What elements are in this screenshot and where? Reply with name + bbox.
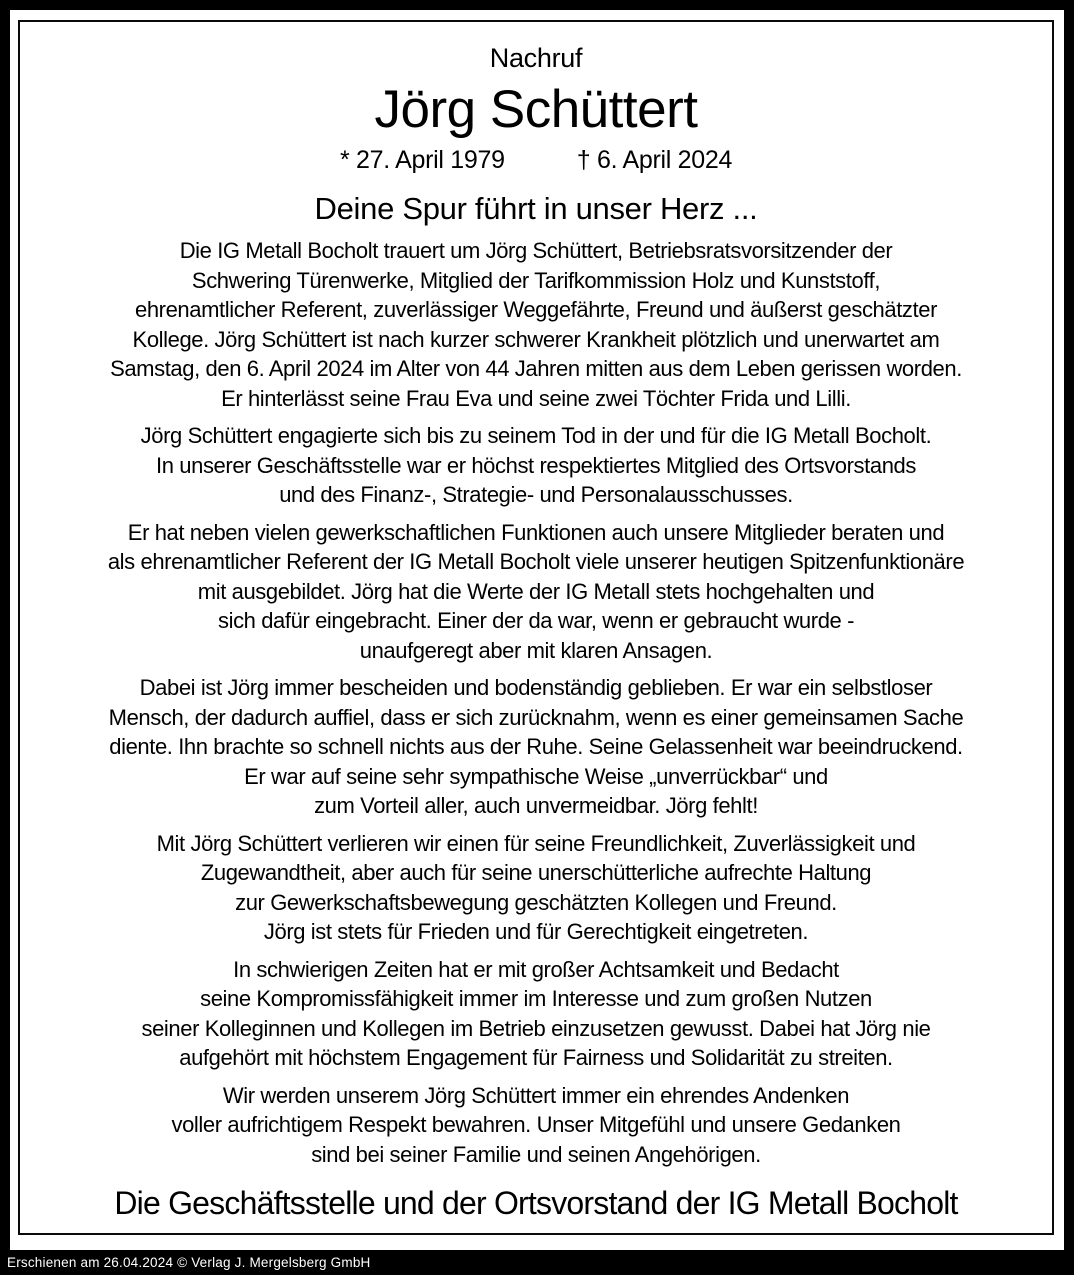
paragraph-line: Kollege. Jörg Schüttert ist nach kurzer schwerer Krankheit plötzlich und unerwartet am <box>132 326 940 352</box>
paragraph <box>20 1081 1052 1170</box>
paragraph-line: und des Finanz-, Strategie- und Personalausschusses. <box>279 482 793 507</box>
life-dates <box>20 146 1052 174</box>
paragraph-line: Schwering Türenwerke, Mitglied der Tarifkommission Holz und Kunststoff, <box>191 267 881 293</box>
paragraph <box>20 673 1052 821</box>
paragraph-line: Er hinterlässt seine Frau Eva und seine zwei Töchter Frida und Lilli. <box>221 385 851 411</box>
paragraph-line: In schwierigen Zeiten hat er mit großer Achtsamkeit und Bedacht <box>233 956 839 982</box>
paragraph-line: seiner Kolleginnen und Kollegen im Betrieb einzusetzen gewusst. Dabei hat Jörg nie <box>141 1015 931 1041</box>
motto-line: Deine Spur führt in unser Herz ... <box>314 191 758 226</box>
paragraph-line: Dabei ist Jörg immer bescheiden und bodenständig geblieben. Er war ein selbstloser <box>139 675 933 700</box>
paragraph-line: unaufgeregt aber mit klaren Ansagen. <box>359 637 713 663</box>
paragraph-line: als ehrenamtlicher Referent der IG Metall Bocholt viele unserer heutigen Spitzenfunktionäre <box>107 549 965 574</box>
paragraph-line: Wir werden unserem Jörg Schüttert immer ein ehrendes Andenken <box>222 1082 850 1108</box>
publication-footer-bar <box>0 1250 1074 1275</box>
publication-info: Erschienen am 26.04.2024 © Verlag J. Mergelsberg GmbH <box>7 1255 371 1270</box>
paragraph-line: Er war auf seine sehr sympathische Weise „unverrückbar“ und <box>244 763 828 789</box>
paragraph-line: Jörg Schüttert engagierte sich bis zu seinem Tod in der und für die IG Metall Bocholt. <box>140 423 932 448</box>
deceased-name: Jörg Schüttert <box>374 80 698 139</box>
paragraph <box>20 421 1052 510</box>
notice-type-label: Nachruf <box>489 43 583 73</box>
paragraph <box>20 955 1052 1073</box>
paragraph-line: Samstag, den 6. April 2024 im Alter von 44 Jahren mitten aus dem Leben gerissen worden. <box>110 356 962 381</box>
paragraph-line: Die IG Metall Bocholt trauert um Jörg Schüttert, Betriebsratsvorsitzender der <box>179 238 893 263</box>
birth-date: * 27. April 1979 <box>339 146 505 174</box>
paragraph-line: Zugewandtheit, aber auch für seine unerschütterliche aufrechte Haltung <box>200 860 872 885</box>
paragraph-line: seine Kompromissfähigkeit immer im Interesse und zum großen Nutzen <box>200 986 872 1011</box>
paragraph-line: voller aufrichtigem Respekt bewahren. Unser Mitgefühl und unsere Gedanken <box>171 1112 901 1137</box>
paragraph-line: sich dafür eingebracht. Einer der da war, wenn er gebraucht wurde - <box>217 608 854 633</box>
obituary-page <box>10 10 1064 1250</box>
death-date: † 6. April 2024 <box>576 146 733 174</box>
paragraph-line: Mensch, der dadurch auffiel, dass er sich zurücknahm, wenn es einer gemeinsamen Sache <box>108 704 964 730</box>
paragraph-line: Er hat neben vielen gewerkschaftlichen Funktionen auch unsere Mitglieder beraten und <box>127 519 945 545</box>
paragraph-line: sind bei seiner Familie und seinen Angehörigen. <box>311 1141 761 1167</box>
paragraphs-container <box>20 236 1052 1169</box>
paragraph-line: zur Gewerkschaftsbewegung geschätzten Kollegen und Freund. <box>235 889 837 915</box>
paragraph <box>20 236 1052 413</box>
paragraph-line: aufgehört mit höchstem Engagement für Fairness und Solidarität zu streiten. <box>179 1045 893 1070</box>
paragraph-line: Jörg ist stets für Frieden und für Gerechtigkeit eingetreten. <box>263 919 809 944</box>
paragraph <box>20 829 1052 947</box>
page-border-frame <box>18 20 1054 1235</box>
paragraph <box>20 518 1052 666</box>
paragraph-line: zum Vorteil aller, auch unvermeidbar. Jörg fehlt! <box>314 793 758 818</box>
paragraph-line: Mit Jörg Schüttert verlieren wir einen für seine Freundlichkeit, Zuverlässigkeit und <box>156 830 916 856</box>
paragraph-line: diente. Ihn brachte so schnell nichts aus der Ruhe. Seine Gelassenheit war beeindruckend. <box>109 734 963 759</box>
paragraph-line: In unserer Geschäftsstelle war er höchst respektiertes Mitglied des Ortsvorstands <box>156 452 916 478</box>
paragraph-line: ehrenamtlicher Referent, zuverlässiger Weggefährte, Freund und äußerst geschätzter <box>135 297 937 322</box>
closing-signature-line: Die Geschäftsstelle und der Ortsvorstand der IG Metall Bocholt <box>114 1185 958 1221</box>
paragraph-line: mit ausgebildet. Jörg hat die Werte der IG Metall stets hochgehalten und <box>197 578 875 604</box>
